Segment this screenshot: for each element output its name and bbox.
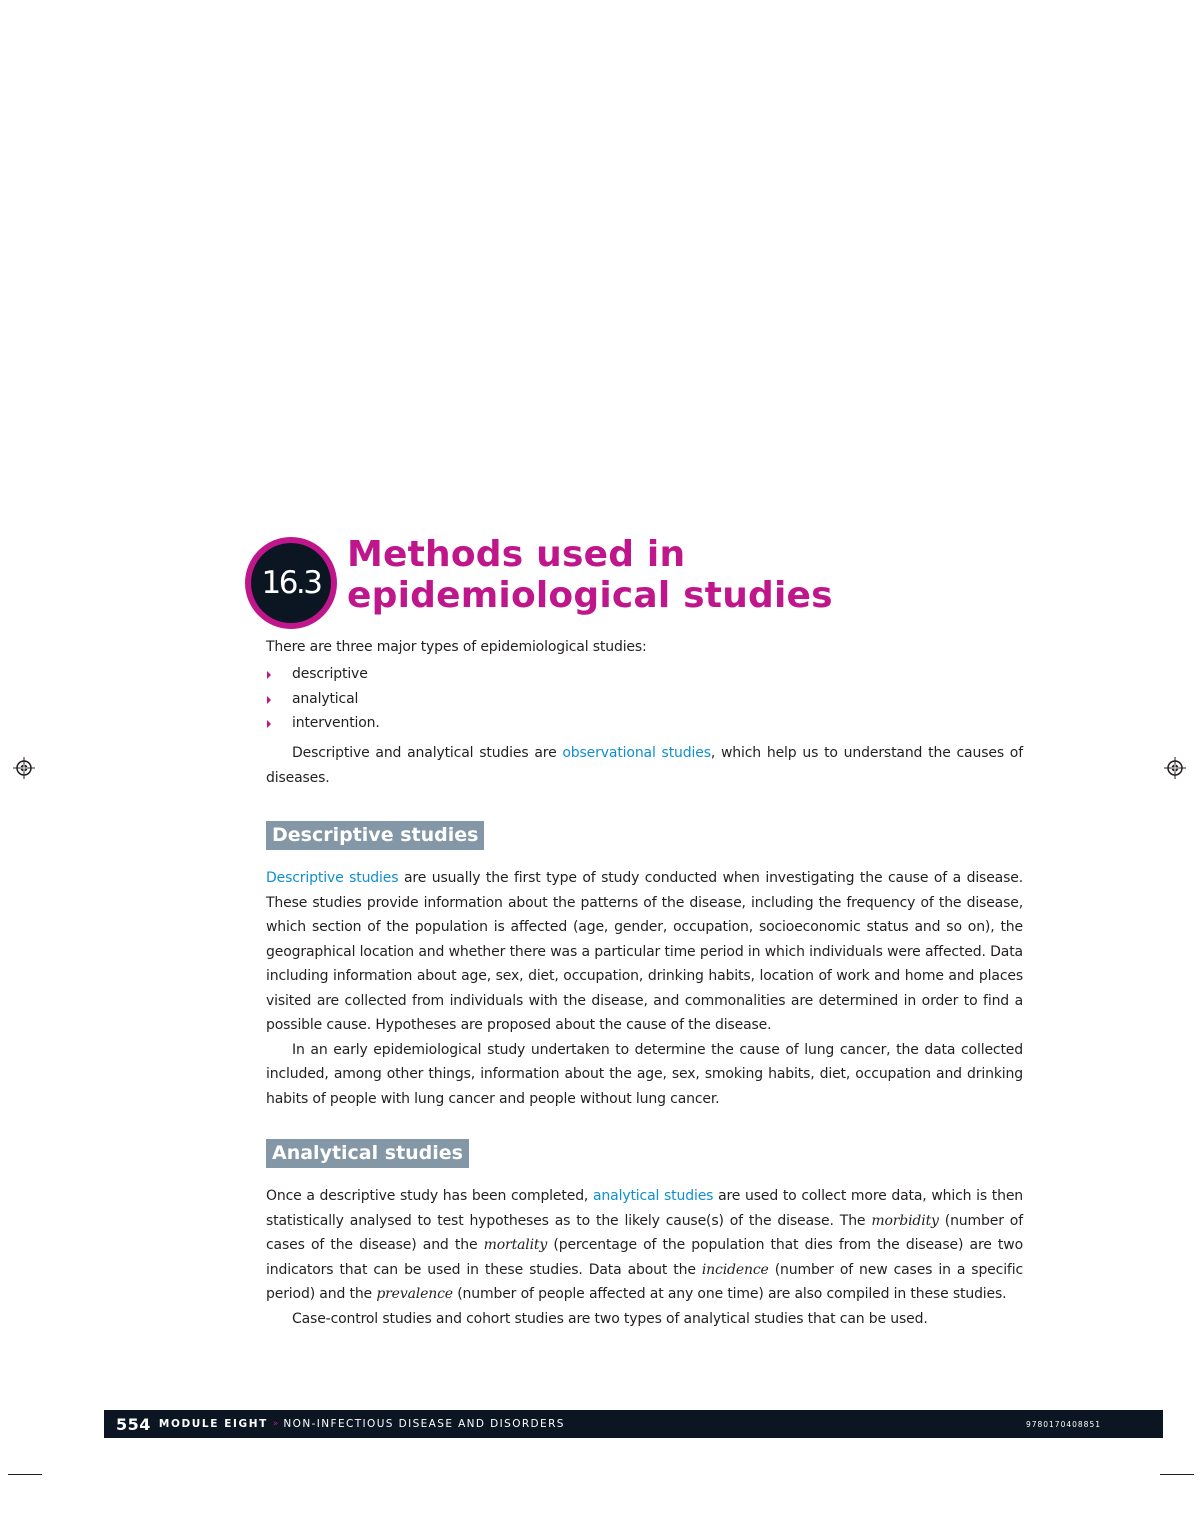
term-mortality: mortality [483, 1237, 548, 1253]
descriptive-paragraph-2: In an early epidemiological study undertaken to determine the cause of lung cancer, the data collected included, among other things, information about the age, sex, smoking habits, diet, occupation and drinking habits of people with lung cancer and people without lung cancer. [266, 1041, 1023, 1107]
heading-analytical-studies: Analytical studies [266, 1139, 469, 1168]
term-morbidity: morbidity [871, 1212, 939, 1229]
analytical-paragraph-2: Case-control studies and cohort studies are two types of analytical studies that can be used. [292, 1310, 928, 1327]
module-title: NON-INFECTIOUS DISEASE AND DISORDERS [283, 1418, 565, 1430]
section-number-badge [245, 537, 337, 629]
crop-mark [8, 1474, 42, 1475]
bullet-icon [267, 720, 271, 728]
section-title: Methods used in epidemiological studies [347, 534, 833, 616]
observational-paragraph: Descriptive and analytical studies are observational studies, which help us to understand the causes of diseases. [266, 745, 1023, 786]
glossary-term-descriptive-studies[interactable]: Descriptive studies [266, 870, 399, 886]
registration-mark-icon [1164, 757, 1186, 779]
term-prevalence: prevalence [376, 1286, 453, 1302]
crop-mark [1160, 1474, 1194, 1475]
glossary-term-analytical-studies[interactable]: analytical studies [593, 1188, 714, 1204]
registration-mark-icon [13, 757, 35, 779]
page-number: 554 [116, 1414, 151, 1434]
bullet-icon [267, 696, 271, 704]
section-number: 16.3 [251, 543, 331, 623]
list-item: intervention. [266, 711, 380, 736]
analytical-paragraph-1: Once a descriptive study has been completed, analytical studies are used to collect more data, which is then statistically analysed to test hypotheses as to the likely cause(s) of the disease. The morbidity (number of cases of the disease) and the mortality (percentage of the population that dies from the disease) are two indicators that can be used in these studies. Data about the incidence (number of new cases in a specific period) and the prevalence (number of people affected at any one time) are also compiled in these studies. [266, 1188, 1024, 1302]
analytical-section-body [266, 1184, 1023, 1331]
isbn: 9780170408851 [1025, 1419, 1101, 1429]
term-incidence: incidence [701, 1261, 769, 1278]
intro-lead: There are three major types of epidemiological studies: [266, 639, 647, 655]
glossary-term-observational-studies[interactable]: observational studies [562, 745, 711, 761]
bullet-icon [267, 671, 271, 679]
page-footer [104, 1410, 1163, 1438]
footer-separator-icon: » [272, 1419, 279, 1429]
list-item: analytical [266, 687, 380, 712]
study-types-list [266, 662, 380, 736]
heading-descriptive-studies: Descriptive studies [266, 821, 484, 850]
descriptive-paragraph-1: Descriptive studies are usually the first type of study conducted when investigating the cause of a disease. These studies provide information about the patterns of the disease, including the frequency of the disease, which section of the population is affected (age, gender, occupation, socioeconomic status and so on), the geographical location and whether there was a particular time period in which individuals were affected. Data including information about age, sex, diet, occupation, drinking habits, location of work and home and places visited are collected from individuals with the disease, and commonalities are determined in order to find a possible cause. Hypotheses are proposed about the cause of the disease. [266, 870, 1024, 1033]
list-item: descriptive [266, 662, 380, 687]
descriptive-section-body [266, 866, 1023, 1111]
module-label: MODULE EIGHT [158, 1418, 268, 1430]
